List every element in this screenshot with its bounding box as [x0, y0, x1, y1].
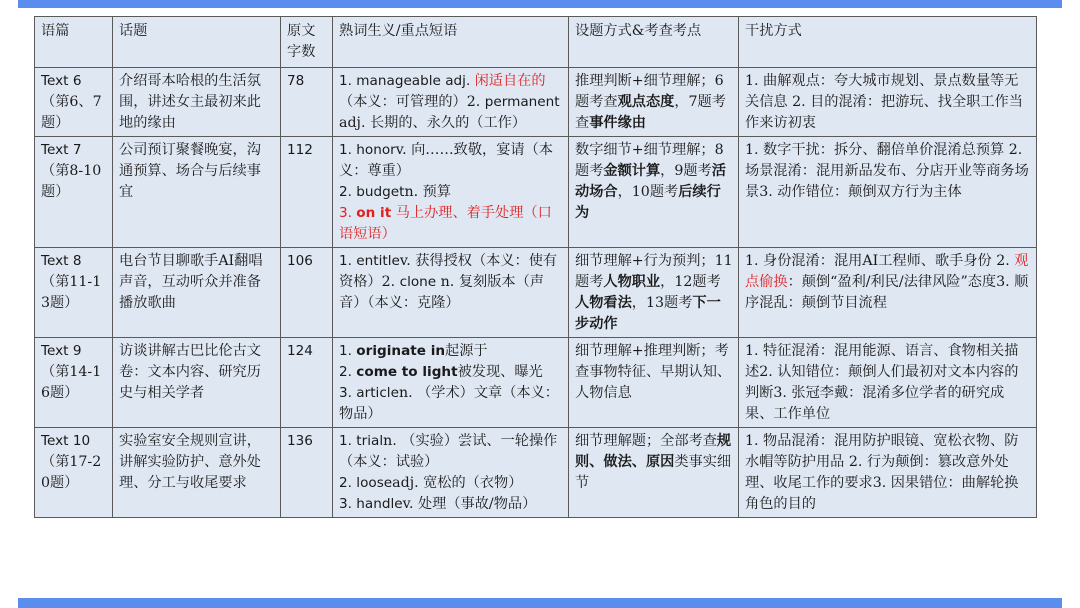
topic-cell: 电台节目聊歌手AI翻唱声音，互动听众并准备播放歌曲: [113, 248, 281, 338]
vocab-term: originate in: [356, 343, 446, 359]
vocab-highlight: on it: [356, 205, 392, 221]
header-distractors: 干扰方式: [739, 17, 1037, 68]
question-range: （第14-16题）: [41, 364, 102, 401]
method-cell: 细节理解+行为预判；11题考人物职业，12题考人物看法，13题考下一步动作: [569, 248, 739, 338]
top-accent-bar: [0, 0, 1080, 8]
topic-cell: 公司预订聚餐晚宴，沟通预算、场合与后续事宜: [113, 137, 281, 248]
key-point: 观点态度: [617, 94, 675, 110]
word-count-cell: 136: [281, 428, 333, 518]
key-point: 规则、做法、原因: [575, 433, 732, 470]
word-count-cell: 124: [281, 338, 333, 428]
vocab-cell: 1. honorv. 向……致敬，宴请（本义：尊重） 2. budgetn. 预算 3. on it 马上办理、着手处理（口语短语）: [333, 137, 569, 248]
vocab-term: manageable: [356, 73, 441, 89]
question-range: （第17-20题）: [41, 454, 102, 491]
header-question-method: 设题方式&考查考点: [569, 17, 739, 68]
header-vocabulary: 熟词生义/重点短语: [333, 17, 569, 68]
key-point: 金额计算: [603, 163, 661, 179]
vocab-term: permanent: [484, 94, 560, 110]
distractor-highlight: 观点偷换: [745, 253, 1029, 290]
vocab-cell: 1. trialn. （实验）尝试、一轮操作（本义：试验） 2. looseadj. 宽松的（衣物） 3. handlev. 处理（事故/物品）: [333, 428, 569, 518]
vocab-term: entitle: [356, 253, 400, 269]
vocab-term: loose: [356, 475, 393, 491]
vocab-term: clone: [399, 274, 437, 290]
distractor-cell: 1. 物品混淆：混用防护眼镜、宽松衣物、防水帽等防护用品 2. 行为颠倒：篡改意外处理、收尾工作的要求3. 因果错位：曲解轮换角色的目的: [739, 428, 1037, 518]
method-cell: 推理判断+细节理解；6题考查观点态度，7题考查事件缘由: [569, 68, 739, 137]
topic-cell: 介绍哥本哈根的生活氛围，讲述女主最初来此地的缘由: [113, 68, 281, 137]
vocab-term: budget: [356, 184, 405, 200]
vocab-term: trial: [356, 433, 384, 449]
table-row: [35, 137, 1037, 248]
key-point: 下一步动作: [575, 295, 721, 332]
key-point: 活动场合: [575, 163, 726, 200]
header-topic: 话题: [113, 17, 281, 68]
table-row: [35, 428, 1037, 518]
key-point: 人物看法: [575, 295, 632, 311]
topic-cell: 实验室安全规则宣讲，讲解实验防护、意外处理、分工与收尾要求: [113, 428, 281, 518]
bottom-accent-bar: [0, 598, 1080, 608]
method-cell: 数字细节+细节理解；8题考金额计算，9题考活动场合，10题考后续行为: [569, 137, 739, 248]
vocab-highlight: 闲适自在的: [474, 73, 546, 89]
vocab-term: come to light: [356, 364, 458, 380]
table-row: [35, 68, 1037, 137]
text-cell: [35, 137, 113, 248]
distractor-cell: 1. 数字干扰：拆分、翻倍单价混淆总预算 2. 场景混淆：混用新品发布、分店开业等商务场景3. 动作错位：颠倒双方行为主体: [739, 137, 1037, 248]
text-cell: [35, 248, 113, 338]
vocab-cell: 1. manageable adj. 闲适自在的（本义：可管理的）2. permanentadj. 长期的、永久的（工作）: [333, 68, 569, 137]
vocab-term: article: [356, 385, 399, 401]
table-row: [35, 338, 1037, 428]
key-point: 后续行为: [575, 184, 721, 221]
vocab-cell: 1. originate in起源于 2. come to light被发现、曝光 3. articlen. （学术）文章（本义：物品）: [333, 338, 569, 428]
key-point: 人物职业: [603, 274, 661, 290]
listening-analysis-table: [34, 16, 1037, 518]
topic-cell: 访谈讲解古巴比伦古文卷：文本内容、研究历史与相关学者: [113, 338, 281, 428]
distractor-cell: 1. 曲解观点：夸大城市规划、景点数量等无关信息 2. 目的混淆：把游玩、找全职工作当作来访初衷: [739, 68, 1037, 137]
text-id: Text 9: [41, 343, 82, 359]
question-range: （第8-10题）: [41, 163, 102, 200]
method-cell: 细节理解题；全部考查规则、做法、原因类事实细节: [569, 428, 739, 518]
right-margin: [1062, 0, 1080, 608]
method-cell: 细节理解+推理判断；考查事物特征、早期认知、人物信息: [569, 338, 739, 428]
vocab-highlight: 马上办理、着手处理（口语短语）: [339, 205, 552, 242]
question-range: （第6、7题）: [41, 94, 102, 131]
vocab-cell: 1. entitlev. 获得授权（本义：使有资格）2. clone n. 复刻版本（声音）（本义：克隆）: [333, 248, 569, 338]
left-margin: [0, 0, 18, 608]
vocab-term: handle: [356, 496, 403, 512]
vocab-term: honor: [356, 142, 396, 158]
text-id: Text 8: [41, 253, 82, 269]
text-id: Text 10: [41, 433, 91, 449]
word-count-cell: 112: [281, 137, 333, 248]
header-word-count: 原文字数: [281, 17, 333, 68]
key-point: 事件缘由: [589, 115, 646, 131]
header-row: [35, 17, 1037, 68]
text-id: Text 6: [41, 73, 82, 89]
text-cell: [35, 338, 113, 428]
header-text: 语篇: [35, 17, 113, 68]
text-id: Text 7: [41, 142, 82, 158]
word-count-cell: 106: [281, 248, 333, 338]
text-cell: [35, 428, 113, 518]
distractor-cell: 1. 身份混淆：混用AI工程师、歌手身份 2. 观点偷换：颠倒“盈利/利民/法律风险”态度3. 顺序混乱：颠倒节目流程: [739, 248, 1037, 338]
table-row: [35, 248, 1037, 338]
question-range: （第11-13题）: [41, 274, 102, 311]
text-cell: [35, 68, 113, 137]
distractor-cell: 1. 特征混淆：混用能源、语言、食物相关描述2. 认知错位：颠倒人们最初对文本内容的判断3. 张冠李戴：混淆多位学者的研究成果、工作单位: [739, 338, 1037, 428]
word-count-cell: 78: [281, 68, 333, 137]
